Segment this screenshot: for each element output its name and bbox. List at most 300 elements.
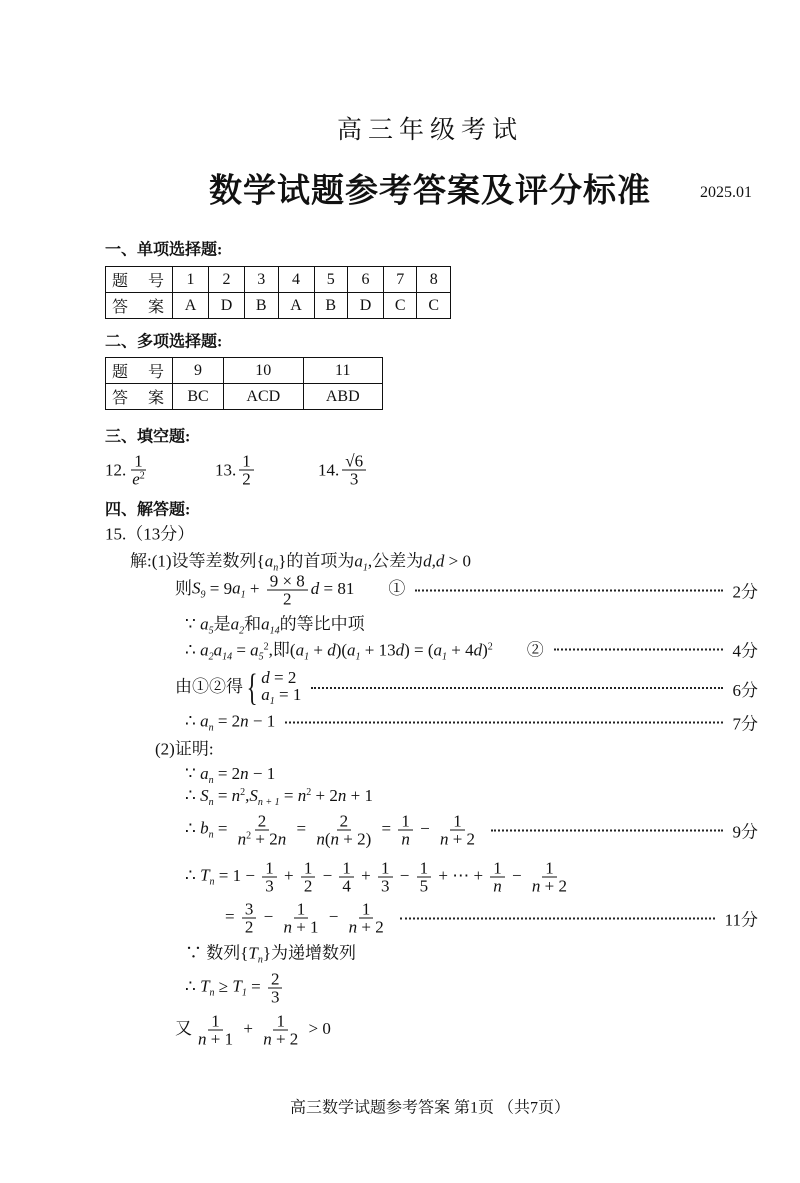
math-text: 1 (296, 899, 306, 919)
math-variable (349, 918, 358, 937)
math-variable (401, 830, 410, 849)
variable-symbol: a (200, 614, 209, 634)
math-text: ( (324, 829, 331, 849)
fraction (267, 573, 308, 608)
numerator (255, 813, 270, 831)
dotted-leader (400, 917, 715, 919)
math-text: = 2 (213, 711, 241, 730)
numerator (239, 453, 254, 471)
fraction (239, 453, 254, 488)
fraction (342, 453, 366, 488)
math-text: = 9 (205, 578, 233, 598)
fraction (313, 813, 374, 848)
fraction (129, 453, 148, 488)
math-text: 则 (175, 578, 192, 598)
question-number: 1 (173, 267, 209, 293)
question-number: 10 (224, 358, 303, 384)
subscript: n (257, 954, 263, 966)
math-text: 1 (453, 811, 462, 831)
math-text: = 1 (274, 685, 302, 704)
math-text: 9 × 8 (269, 571, 305, 591)
question-number: 3 (245, 267, 278, 293)
math-text: 1 (493, 858, 502, 878)
page-footer: 高三数学试题参考答案 第1页 （共7页） (289, 1099, 570, 1117)
row-label: 答 案 (106, 384, 173, 410)
math-text: = (213, 818, 232, 838)
math-text: + 2 (357, 917, 384, 937)
math-text: ,即( (268, 640, 296, 660)
denominator (346, 919, 387, 936)
math-variable (232, 578, 246, 601)
fraction (262, 860, 277, 895)
math-text: 1 (381, 858, 390, 878)
subscript: 2 (208, 651, 214, 663)
solution-line (225, 901, 758, 936)
variable-symbol: n (237, 829, 247, 849)
numerator (268, 971, 283, 989)
table-row (106, 293, 451, 319)
line-content (185, 764, 275, 786)
variable-symbol: S (249, 786, 258, 805)
subscript: n (209, 987, 215, 999)
section-heading-solutions: 四、解答题: (105, 501, 191, 519)
variable-symbol: a (213, 640, 223, 660)
fraction (268, 971, 283, 1006)
math-variable (327, 641, 336, 660)
math-variable (232, 976, 247, 999)
math-variable (200, 640, 214, 663)
denominator (313, 831, 374, 848)
line-content (175, 1013, 331, 1048)
question-number: 11 (303, 358, 382, 384)
math-variable (213, 640, 233, 663)
math-text: − (415, 818, 434, 838)
math-text: 1 (276, 1011, 285, 1031)
variable-symbol: n (283, 917, 292, 937)
variable-symbol: n (401, 829, 410, 849)
math-text: }的首项为 (278, 551, 355, 571)
system-row (261, 669, 301, 686)
variable-symbol: a (295, 640, 305, 660)
variable-symbol: a (200, 711, 209, 730)
line-content (185, 971, 285, 1006)
math-text: 1 (211, 1011, 220, 1031)
variable-symbol: n (493, 876, 502, 896)
variable-symbol: n (316, 829, 325, 849)
score-points: 11分 (724, 910, 758, 930)
answer-cell: D (209, 293, 245, 319)
math-variable (354, 551, 368, 574)
denominator (398, 831, 413, 848)
math-text: = 2 (269, 668, 297, 687)
math-variable (298, 786, 312, 805)
table-row (106, 267, 451, 293)
math-text: + ⋯ + (434, 865, 488, 885)
math-text: ① (354, 578, 406, 598)
answer-cell: ABD (303, 384, 382, 410)
superscript: 2 (246, 830, 252, 842)
math-text: )( (335, 640, 348, 660)
math-text: ∵ (185, 764, 201, 783)
math-text: − 1 (248, 764, 276, 783)
math-variable (261, 614, 280, 637)
math-text: ∵ 数列{ (185, 943, 249, 963)
denominator (195, 1031, 236, 1048)
math-variable (250, 640, 269, 663)
math-variable (230, 614, 245, 637)
variable-symbol: a (250, 640, 259, 660)
math-text: − (324, 906, 343, 926)
line-content (185, 786, 373, 808)
math-variable (283, 918, 292, 937)
math-text: + 1 (346, 786, 373, 805)
math-text: = (225, 906, 239, 926)
dotted-leader (554, 648, 723, 650)
subscript: 1 (241, 987, 247, 999)
math-text: 5 (419, 876, 429, 896)
variable-symbol: a (230, 614, 240, 634)
answer-cell: B (314, 293, 347, 319)
math-text: ∴ (185, 818, 201, 838)
variable-symbol: d (435, 551, 445, 571)
question-number: 2 (209, 267, 245, 293)
math-text: 1 (242, 451, 251, 471)
denominator (417, 878, 432, 895)
multi-choice-answer-table (105, 357, 383, 410)
fraction (417, 860, 432, 895)
denominator (339, 878, 354, 895)
math-variable (423, 552, 432, 571)
variable-symbol: a (200, 764, 209, 783)
line-content (185, 636, 544, 663)
fraction (437, 813, 478, 848)
numerator (131, 453, 146, 471)
math-variable (316, 830, 325, 849)
math-text: 1 (545, 858, 554, 878)
variable-symbol: T (200, 976, 210, 996)
variable-symbol: a (433, 640, 443, 660)
numerator (417, 860, 432, 878)
document-date: 2025.01 (700, 184, 752, 201)
question-number: 9 (173, 358, 224, 384)
math-text: − (395, 865, 414, 885)
subscript: 14 (269, 625, 280, 637)
variable-symbol: b (200, 818, 209, 838)
math-text: + 1 (206, 1029, 234, 1049)
subscript: 2 (239, 625, 245, 637)
variable-symbol: n (231, 786, 241, 805)
equation-system (243, 669, 301, 707)
math-text: 解:(1)设等差数列{ (130, 551, 265, 571)
section-heading-multi-choice: 二、多项选择题: (105, 333, 223, 351)
variable-symbol: n (240, 711, 249, 730)
denominator (437, 831, 478, 848)
solution-line (185, 636, 758, 663)
variable-symbol: S (192, 578, 201, 598)
variable-symbol: d (423, 551, 432, 571)
math-variable (264, 551, 279, 574)
math-text: + (356, 865, 376, 885)
denominator (239, 471, 254, 488)
denominator (129, 471, 148, 488)
variable-symbol: d (261, 668, 270, 687)
math-variable (240, 764, 249, 783)
table-row (106, 358, 383, 384)
math-text: − (259, 906, 278, 926)
variable-symbol: d (473, 640, 483, 660)
math-text: 1 (401, 811, 410, 831)
math-variable (493, 877, 502, 896)
score-points: 7分 (732, 714, 758, 734)
superscript: 2 (240, 787, 246, 798)
math-text: = 81 (319, 578, 355, 598)
math-variable (474, 641, 483, 660)
math-text: + 1 (291, 917, 319, 937)
dotted-leader (491, 829, 722, 831)
variable-symbol: d (395, 640, 405, 660)
variable-symbol: n (439, 829, 449, 849)
denominator (301, 878, 316, 895)
solution-line (185, 939, 356, 966)
variable-symbol: S (200, 786, 209, 805)
line-content (185, 610, 365, 637)
solution-line (185, 710, 758, 735)
math-text: , (245, 786, 250, 805)
document-title: 数学试题参考答案及评分标准 (209, 173, 651, 210)
math-text: + (245, 578, 264, 598)
denominator (378, 878, 393, 895)
math-text: = (292, 818, 311, 838)
row-label: 答 案 (106, 293, 173, 319)
subscript: n (208, 775, 214, 786)
math-variable (248, 943, 263, 966)
denominator (280, 591, 295, 608)
fraction (242, 901, 257, 936)
subscript: n (273, 562, 279, 574)
math-variable (200, 786, 214, 808)
variable-symbol: n (263, 1029, 272, 1049)
solution-line (185, 764, 275, 786)
solution-line (185, 610, 365, 637)
numerator (542, 860, 557, 878)
variable-symbol: n (348, 917, 358, 937)
variable-symbol: T (232, 976, 242, 996)
fraction (260, 1013, 301, 1048)
answer-cell: ACD (224, 384, 303, 410)
math-text: , (431, 551, 436, 571)
math-text: 1 (303, 858, 313, 878)
math-text: 3 (349, 469, 359, 489)
fraction (490, 860, 505, 895)
numerator (378, 860, 393, 878)
math-text: 3 (265, 876, 274, 896)
math-variable (238, 830, 252, 849)
math-variable (311, 579, 320, 598)
solution-line (130, 547, 471, 574)
fraction (339, 860, 354, 895)
math-variable (263, 1030, 272, 1049)
math-text: > 0 (444, 551, 471, 571)
subscript: 1 (442, 651, 448, 663)
solution-line (155, 735, 214, 760)
math-text: + 4 (447, 640, 474, 660)
subscript: 1 (355, 651, 361, 663)
math-text: + (309, 640, 328, 660)
math-text: ) (482, 640, 488, 660)
variable-symbol: T (248, 943, 258, 963)
solution-line (185, 813, 758, 848)
numerator (294, 901, 309, 919)
problem-number: 15.（13分） (105, 524, 195, 544)
math-text: ∴ (185, 786, 201, 805)
solution-line (185, 860, 573, 895)
subscript: 14 (222, 651, 233, 663)
solution-line (175, 1013, 331, 1048)
denominator (260, 1031, 301, 1048)
math-text: − (318, 865, 337, 885)
question-number: 7 (384, 267, 417, 293)
variable-symbol: n (330, 829, 340, 849)
numerator (242, 901, 257, 919)
variable-symbol: d (327, 640, 336, 660)
math-variable (200, 976, 215, 999)
numerator (339, 860, 354, 878)
math-text: = (246, 976, 265, 996)
math-text: 2 (257, 811, 267, 831)
subscript: 5 (258, 651, 264, 663)
variable-symbol: a (264, 551, 274, 571)
variable-symbol: n (240, 764, 249, 783)
math-text: = (232, 640, 251, 660)
math-text: + 13 (360, 640, 396, 660)
variable-symbol: a (347, 640, 356, 660)
fraction (235, 813, 290, 848)
subscript: 5 (208, 625, 214, 637)
math-variable (433, 640, 448, 663)
variable-symbol: n (337, 786, 347, 805)
variable-symbol: T (200, 865, 210, 885)
math-text: 1 (361, 899, 371, 919)
numerator (208, 1013, 223, 1031)
score-points: 4分 (732, 641, 758, 661)
math-text: ∴ (185, 976, 201, 996)
math-text: ∴ (185, 640, 201, 660)
dotted-leader (285, 721, 722, 723)
fraction (529, 860, 570, 895)
fill-blank-item (318, 453, 369, 488)
numerator (450, 813, 465, 831)
math-text: 由①②得 (175, 676, 243, 696)
item-number: 13. (215, 460, 237, 479)
math-text: 3 (244, 899, 254, 919)
system-row (261, 686, 301, 707)
math-text: 4 (342, 876, 351, 896)
math-variable (200, 865, 215, 888)
question-number: 8 (417, 267, 451, 293)
subscript: n (208, 829, 214, 841)
item-number: 14. (318, 460, 340, 479)
math-text: + (239, 1018, 258, 1038)
fraction (398, 813, 413, 848)
solution-line (185, 971, 285, 1006)
variable-symbol: n (198, 1029, 207, 1049)
subscript: 9 (200, 589, 206, 601)
answer-cell: A (173, 293, 209, 319)
solution-line (175, 669, 758, 707)
answer-cell: D (347, 293, 383, 319)
numerator (398, 813, 413, 831)
math-text: 2 (339, 811, 349, 831)
math-text: ∴ (185, 865, 201, 885)
math-variable (200, 614, 214, 637)
line-content (185, 711, 275, 733)
math-text: 1 (342, 858, 351, 878)
math-text: + 2 (448, 829, 476, 849)
math-text: + 2 (251, 829, 278, 849)
variable-symbol: a (261, 614, 270, 634)
denominator (280, 919, 321, 936)
numerator (342, 453, 366, 471)
math-text: = (213, 786, 232, 805)
denominator (262, 878, 277, 895)
math-text: = (377, 818, 396, 838)
math-text: 的等比中项 (279, 614, 365, 634)
math-variable (295, 640, 310, 663)
math-variable (331, 830, 340, 849)
denominator (529, 878, 570, 895)
variable-symbol: n (277, 829, 287, 849)
math-variable (200, 764, 214, 786)
numerator (262, 860, 277, 878)
system-rows (261, 669, 301, 707)
math-variable (198, 1030, 207, 1049)
numerator (301, 860, 316, 878)
answer-cell: BC (173, 384, 224, 410)
variable-symbol: a (261, 685, 270, 704)
numerator (337, 813, 352, 831)
math-text: 2 (282, 589, 292, 609)
math-text: + 2 (540, 876, 567, 896)
math-variable (396, 641, 405, 660)
fraction (378, 860, 393, 895)
denominator (242, 919, 257, 936)
line-content (175, 573, 405, 608)
line-content (130, 547, 471, 574)
math-variable (200, 711, 214, 733)
superscript: 2 (487, 641, 493, 653)
math-text: + 2) (339, 829, 372, 849)
math-text: ,公差为 (367, 551, 424, 571)
math-text: }为递增数列 (262, 943, 357, 963)
fill-blank-item (215, 453, 257, 488)
line-content (185, 813, 481, 848)
denominator (235, 831, 290, 848)
subscript: n (208, 797, 214, 808)
math-text: = 1 − (214, 865, 260, 885)
line-content (185, 860, 573, 895)
math-text: − 1 (248, 711, 276, 730)
math-text: 1 (134, 451, 143, 471)
numerator (359, 901, 374, 919)
answer-cell: A (278, 293, 314, 319)
math-variable (249, 786, 280, 808)
numerator (267, 573, 308, 591)
variable-symbol: n (531, 876, 541, 896)
denominator (347, 471, 362, 488)
superscript: 2 (306, 787, 312, 798)
section-heading-single-choice: 一、单项选择题: (105, 241, 223, 259)
score-points: 2分 (732, 582, 758, 602)
